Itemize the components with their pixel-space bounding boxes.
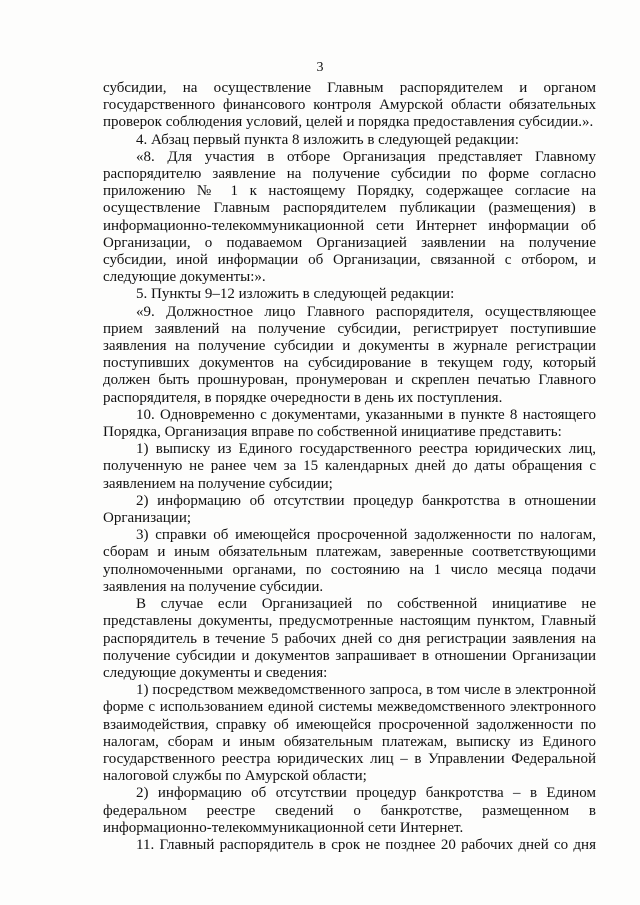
paragraph-item-5: 5. Пункты 9–12 изложить в следующей редакции:	[136, 286, 455, 303]
paragraph-point-10: 10. Одновременно с документами, указанными в пункте 8 настоящего Порядка, Организация вправе по собственной инициативе представить:	[103, 406, 596, 441]
paragraph-request-documents: В случае если Организацией по собственной инициативе не представлены документы, предусмотренные настоящим пунктом, Главный распорядитель в течение 5 рабочих дней со дня регистрации заявления на получение субсидии и документов запрашивает в отношении Организации следующие документы и сведения:	[103, 596, 596, 681]
paragraph-point-10-sub-3: 3) справки об имеющейся просроченной задолженности по налогам, сборам и иным обязательным платежам, заверенные соответствующими уполномоченными органами, по состоянию на 1 число месяца подачи заявления на получение субсидии.	[103, 527, 596, 595]
paragraph-point-10-sub-1: 1) выписку из Единого государственного реестра юридических лиц, полученную не ранее чем за 15 календарных дней до даты обращения с заявлением на получение субсидии;	[103, 441, 596, 492]
page-number: 3	[316, 60, 324, 75]
paragraph-request-sub-2: 2) информацию об отсутствии процедур банкротства – в Едином федеральном реестре сведений о банкротстве, размещенном в информационно-телекоммуникационной сети Интернет.	[103, 785, 596, 836]
paragraph-item-4: 4. Абзац первый пункта 8 изложить в следующей редакции:	[136, 131, 519, 148]
paragraph-point-9: «9. Должностное лицо Главного распорядителя, осуществляющее прием заявлений на получение субсидии, регистрирует поступившие заявления на получение субсидии и документы в журнале регистрации поступивших документов на субсидирование в текущем году, который должен быть прошнурован, пронумерован и скреплен печатью Главного распорядителя, в порядке очередности в день их поступления.	[103, 303, 596, 406]
paragraph-point-10-sub-2: 2) информацию об отсутствии процедур банкротства в отношении Организации;	[103, 492, 596, 527]
paragraph-subsidy-control-end: субсидии, на осуществление Главным распорядителем и органом государственного финансового контроля Амурской области обязательных проверок соблюдения условий, целей и порядка предоставления субсидии.».	[103, 80, 596, 131]
paragraph-point-11: 11. Главный распорядитель в срок не позднее 20 рабочих дней со дня	[136, 836, 596, 853]
paragraph-point-8: «8. Для участия в отборе Организация представляет Главному распорядителю заявление на получение субсидии по форме согласно приложению № 1 к настоящему Порядку, содержащее согласие на осуществление Главным распорядителем публикации (размещения) в информационно-телекоммуникационной сети Интернет информации об Организации, о подаваемом Организацией заявлении на получение субсидии, иной информации об Организации, связанной с отбором, и следующие документы:».	[103, 148, 596, 286]
paragraph-request-sub-1: 1) посредством межведомственного запроса, в том числе в электронной форме с использованием единой системы межведомственного электронного взаимодействия, справку об имеющейся просроченной задолженности по налогам, сборам и иным обязательным платежам, выписку из Единого государственного реестра юридических лиц – в Управлении Федеральной налоговой службы по Амурской области;	[103, 682, 596, 785]
document-body	[103, 80, 596, 854]
